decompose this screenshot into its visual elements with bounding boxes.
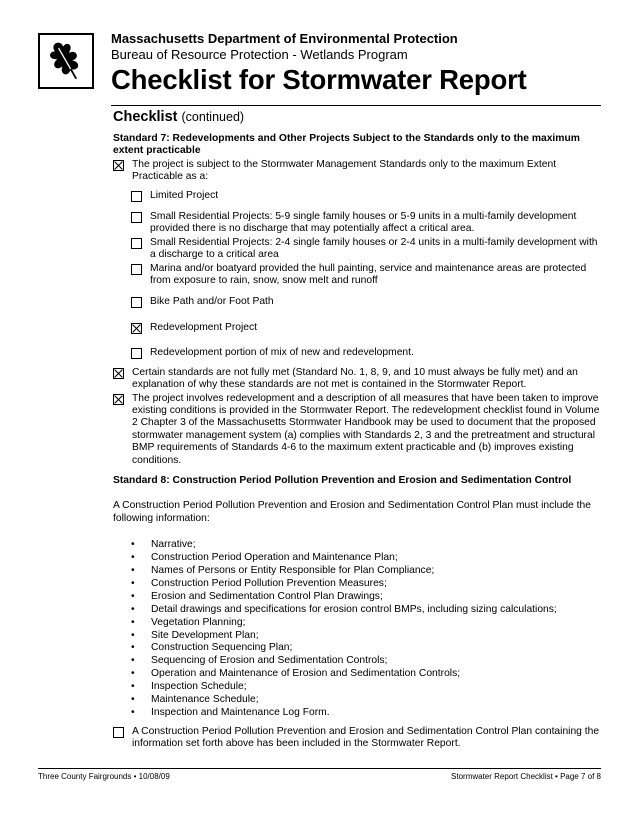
page-footer — [38, 768, 601, 781]
standards-not-met-checkbox[interactable] — [113, 368, 124, 379]
redevelopment-portion-label: Redevelopment portion of mix of new and redevelopment. — [150, 347, 414, 359]
redevelopment-portion-checkbox[interactable] — [131, 348, 142, 359]
section-continued: (continued) — [181, 110, 245, 124]
limited-project-label: Limited Project — [150, 189, 219, 201]
plan-requirements-list — [131, 539, 603, 720]
small-residential-5-9-checkbox[interactable] — [131, 212, 142, 223]
standard-7-intro-checkbox[interactable] — [113, 160, 124, 171]
checklist-content — [113, 108, 603, 751]
footer-page-number: Stormwater Report Checklist • Page 7 of 8 — [451, 772, 601, 781]
standard-7-intro — [113, 159, 603, 184]
redevelopment-measures-checkbox[interactable] — [113, 394, 124, 405]
list-item: • Names of Persons or Entity Responsible for Plan Compliance; — [131, 565, 603, 578]
option-small-residential-2-4 — [113, 237, 603, 262]
list-item: • Operation and Maintenance of Erosion and Sedimentation Controls; — [131, 668, 603, 681]
list-item: • Inspection and Maintenance Log Form. — [131, 707, 603, 720]
bureau-name: Bureau of Resource Protection - Wetlands Program — [111, 47, 408, 62]
list-item: • Narrative; — [131, 539, 603, 552]
small-residential-2-4-label: Small Residential Projects: 2-4 single family houses or 2-4 units in a multi-family development with a discharge to a critical area — [150, 236, 598, 261]
list-item: • Site Development Plan; — [131, 630, 603, 643]
bike-path-label: Bike Path and/or Foot Path — [150, 296, 274, 308]
standard-8-intro: A Construction Period Pollution Prevention and Erosion and Sedimentation Control Plan must include the following information: — [113, 500, 591, 524]
document-title: Checklist for Stormwater Report — [111, 64, 527, 95]
standard-7-intro-text: The project is subject to the Stormwater Management Standards only to the maximum Extent Practicable as a: — [132, 158, 557, 183]
option-marina-boatyard — [113, 263, 603, 288]
list-item: • Inspection Schedule; — [131, 681, 603, 694]
bike-path-checkbox[interactable] — [131, 297, 142, 308]
footer-project-date: Three County Fairgrounds • 10/08/09 — [38, 772, 170, 781]
option-small-residential-5-9 — [113, 211, 603, 236]
section-title: Checklist — [113, 109, 178, 125]
option-bike-path — [113, 296, 603, 308]
oak-leaf-icon — [40, 35, 92, 87]
section-heading — [113, 108, 603, 126]
list-item: • Vegetation Planning; — [131, 617, 603, 630]
list-item: • Construction Period Pollution Prevention Measures; — [131, 578, 603, 591]
redevelopment-project-label: Redevelopment Project — [150, 321, 258, 333]
list-item: • Construction Sequencing Plan; — [131, 642, 603, 655]
small-residential-2-4-checkbox[interactable] — [131, 238, 142, 249]
agency-name: Massachusetts Department of Environmental Protection — [111, 31, 458, 46]
plan-included-checkbox[interactable] — [113, 727, 124, 738]
statement-plan-included — [113, 726, 603, 751]
plan-included-text: A Construction Period Pollution Prevention and Erosion and Sedimentation Control Plan containing the information set forth above has been included in the Stormwater Report. — [132, 725, 600, 750]
statement-standards-not-met — [113, 367, 603, 392]
standard-7-heading: Standard 7: Redevelopments and Other Projects Subject to the Standards only to the maximum extent practicable — [113, 133, 580, 157]
header-rule — [111, 105, 601, 106]
limited-project-checkbox[interactable] — [131, 191, 142, 202]
small-residential-5-9-label: Small Residential Projects: 5-9 single family houses or 5-9 units in a multi-family development provided there is no discharge that may potentially affect a critical area. — [150, 211, 577, 235]
list-item: • Detail drawings and specifications for erosion control BMPs, including sizing calculations; — [131, 604, 603, 617]
standards-not-met-text: Certain standards are not fully met (Standard No. 1, 8, 9, and 10 must always be fully met) and an explanation of why these standards are not met is contained in the Stormwater Report. — [132, 366, 578, 391]
marina-boatyard-label: Marina and/or boatyard provided the hull painting, service and maintenance areas are protected from exposure to rain, snow, snow melt and runoff — [150, 262, 587, 287]
redevelopment-measures-text: The project involves redevelopment and a description of all measures that have been taken to improve existing conditions is provided in the Stormwater Report. The redevelopment checklist found in Volume 2 Chapter 3 of the Massachusetts Stormwater Handbook may be used to document that the proposed stormwater management system (a) complies with Standards 2, 3 and the pretreatment and structural BMP requirements of Standards 4-6 to the maximum extent practicable and (b) improves existing conditions. — [132, 392, 600, 466]
list-item: • Maintenance Schedule; — [131, 694, 603, 707]
option-redevelopment-portion — [113, 347, 603, 359]
standard-8-heading: Standard 8: Construction Period Pollution Prevention and Erosion and Sedimentation Control — [113, 474, 572, 486]
list-item: • Sequencing of Erosion and Sedimentation Controls; — [131, 655, 603, 668]
statement-redevelopment-measures — [113, 393, 603, 467]
dep-logo — [38, 33, 94, 89]
marina-boatyard-checkbox[interactable] — [131, 264, 142, 275]
redevelopment-project-checkbox[interactable] — [131, 323, 142, 334]
list-item: • Erosion and Sedimentation Control Plan Drawings; — [131, 591, 603, 604]
option-limited-project — [113, 190, 603, 202]
list-item: • Construction Period Operation and Maintenance Plan; — [131, 552, 603, 565]
option-redevelopment-project — [113, 322, 603, 334]
page-header — [111, 31, 611, 96]
